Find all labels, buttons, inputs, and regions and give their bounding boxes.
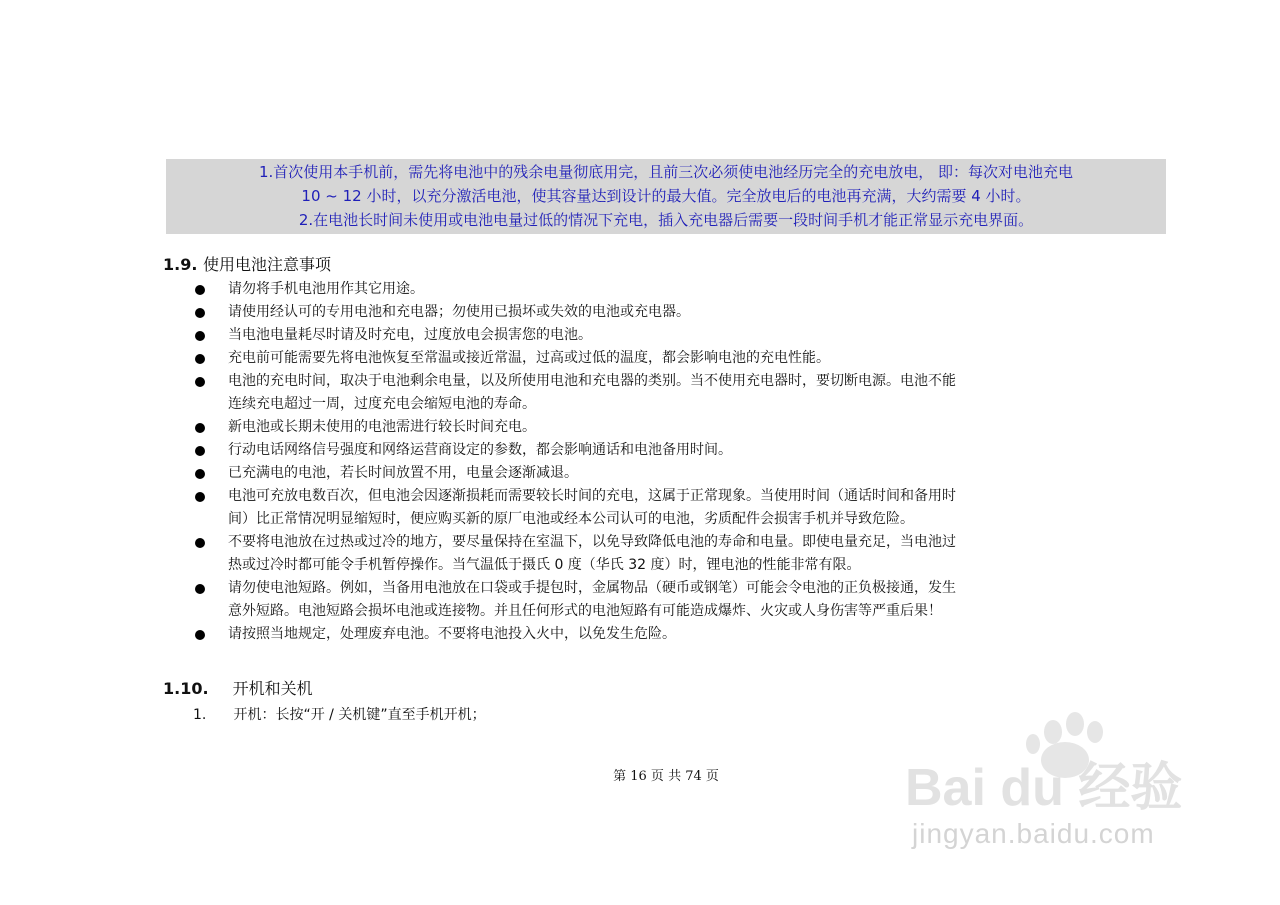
list-item bbox=[192, 301, 1177, 324]
battery-precautions-list bbox=[192, 278, 1177, 646]
list-item-text: 电池可充放电数百次，但电池会因逐渐损耗而需要较长时间的充电，这属于正常现象。当使用时间（通话时间和备用时 bbox=[228, 488, 956, 504]
list-item bbox=[192, 531, 1177, 577]
note-line-2: 10 ~ 12 小时，以充分激活电池，使其容量达到设计的最大值。完全放电后的电池再充满，大约需要 4 小时。 bbox=[301, 187, 1031, 205]
watermark-url: jingyan.baidu.com bbox=[912, 818, 1155, 849]
step-text: 开机：长按“开 / 关机键”直至手机开机； bbox=[233, 707, 486, 723]
list-item-continuation: 热或过冷时都可能令手机暂停操作。当气温低于摄氏 0 度（华氏 32 度）时，锂电池的性能非常有限。 bbox=[228, 557, 861, 573]
step-number: 1. bbox=[193, 707, 207, 723]
list-item bbox=[192, 623, 1177, 646]
bullet-icon bbox=[195, 285, 205, 295]
list-item-text: 行动电话网络信号强度和网络运营商设定的参数，都会影响通话和电池备用时间。 bbox=[228, 442, 732, 458]
section-heading-1-9 bbox=[163, 254, 331, 276]
bullet-icon bbox=[195, 492, 205, 502]
page-footer: 第 16 页 共 74 页 bbox=[613, 769, 719, 784]
section-title: 开机和关机 bbox=[232, 679, 313, 698]
list-item bbox=[192, 439, 1177, 462]
list-item-text: 电池的充电时间，取决于电池剩余电量，以及所使用电池和充电器的类别。当不使用充电器时，要切断电源。电池不能 bbox=[228, 373, 956, 389]
list-item-text: 请按照当地规定，处理废弃电池。不要将电池投入火中，以免发生危险。 bbox=[228, 626, 676, 642]
list-item bbox=[192, 370, 1177, 416]
list-item bbox=[192, 278, 1177, 301]
list-item-text: 请使用经认可的专用电池和充电器；勿使用已损坏或失效的电池或充电器。 bbox=[228, 304, 690, 320]
list-item-text: 新电池或长期未使用的电池需进行较长时间充电。 bbox=[228, 419, 536, 435]
list-item bbox=[192, 347, 1177, 370]
section-title: 使用电池注意事项 bbox=[203, 255, 332, 274]
list-item bbox=[192, 462, 1177, 485]
list-item-text: 已充满电的电池，若长时间放置不用，电量会逐渐减退。 bbox=[228, 465, 578, 481]
list-item-continuation: 连续充电超过一周，过度充电会缩短电池的寿命。 bbox=[228, 396, 536, 412]
list-item-text: 不要将电池放在过热或过冷的地方，要尽量保持在室温下，以免导致降低电池的寿命和电量。即使电量充足，当电池过 bbox=[228, 534, 956, 550]
note-line-1: 1.首次使用本手机前，需先将电池中的残余电量彻底用完，且前三次必须使电池经历完全的充电放电， 即：每次对电池充电 bbox=[258, 163, 1074, 181]
bullet-icon bbox=[195, 423, 205, 433]
highlighted-note bbox=[166, 159, 1166, 234]
section-number: 1.9. bbox=[163, 255, 198, 274]
power-on-step bbox=[193, 704, 486, 726]
list-item-text: 当电池电量耗尽时请及时充电，过度放电会损害您的电池。 bbox=[228, 327, 592, 343]
section-number: 1.10. bbox=[163, 679, 209, 698]
list-item bbox=[192, 485, 1177, 531]
list-item bbox=[192, 324, 1177, 347]
list-item-continuation: 意外短路。电池短路会损坏电池或连接物。并且任何形式的电池短路有可能造成爆炸、火灾或人身伤害等严重后果！ bbox=[228, 603, 942, 619]
bullet-icon bbox=[195, 331, 205, 341]
bullet-icon bbox=[195, 308, 205, 318]
note-line-3: 2.在电池长时间未使用或电池电量过低的情况下充电，插入充电器后需要一段时间手机才能正常显示充电界面。 bbox=[298, 211, 1034, 229]
list-item bbox=[192, 577, 1177, 623]
list-item-continuation: 间）比正常情况明显缩短时，便应购买新的原厂电池或经本公司认可的电池，劣质配件会损害手机并导致危险。 bbox=[228, 511, 914, 527]
list-item-text: 请勿使电池短路。例如，当备用电池放在口袋或手提包时，金属物品（硬币或钢笔）可能会令电池的正负极接通，发生 bbox=[228, 580, 956, 596]
bullet-icon bbox=[195, 584, 205, 594]
section-heading-1-10 bbox=[163, 678, 313, 700]
bullet-icon bbox=[195, 630, 205, 640]
list-item-text: 充电前可能需要先将电池恢复至常温或接近常温，过高或过低的温度，都会影响电池的充电性能。 bbox=[228, 350, 830, 366]
bullet-icon bbox=[195, 538, 205, 548]
list-item bbox=[192, 416, 1177, 439]
bullet-icon bbox=[195, 469, 205, 479]
baidu-logo: Bai du 经验 bbox=[905, 759, 1183, 817]
bullet-icon bbox=[195, 354, 205, 364]
list-item-text: 请勿将手机电池用作其它用途。 bbox=[228, 281, 424, 297]
bullet-icon bbox=[195, 446, 205, 456]
bullet-icon bbox=[195, 377, 205, 387]
